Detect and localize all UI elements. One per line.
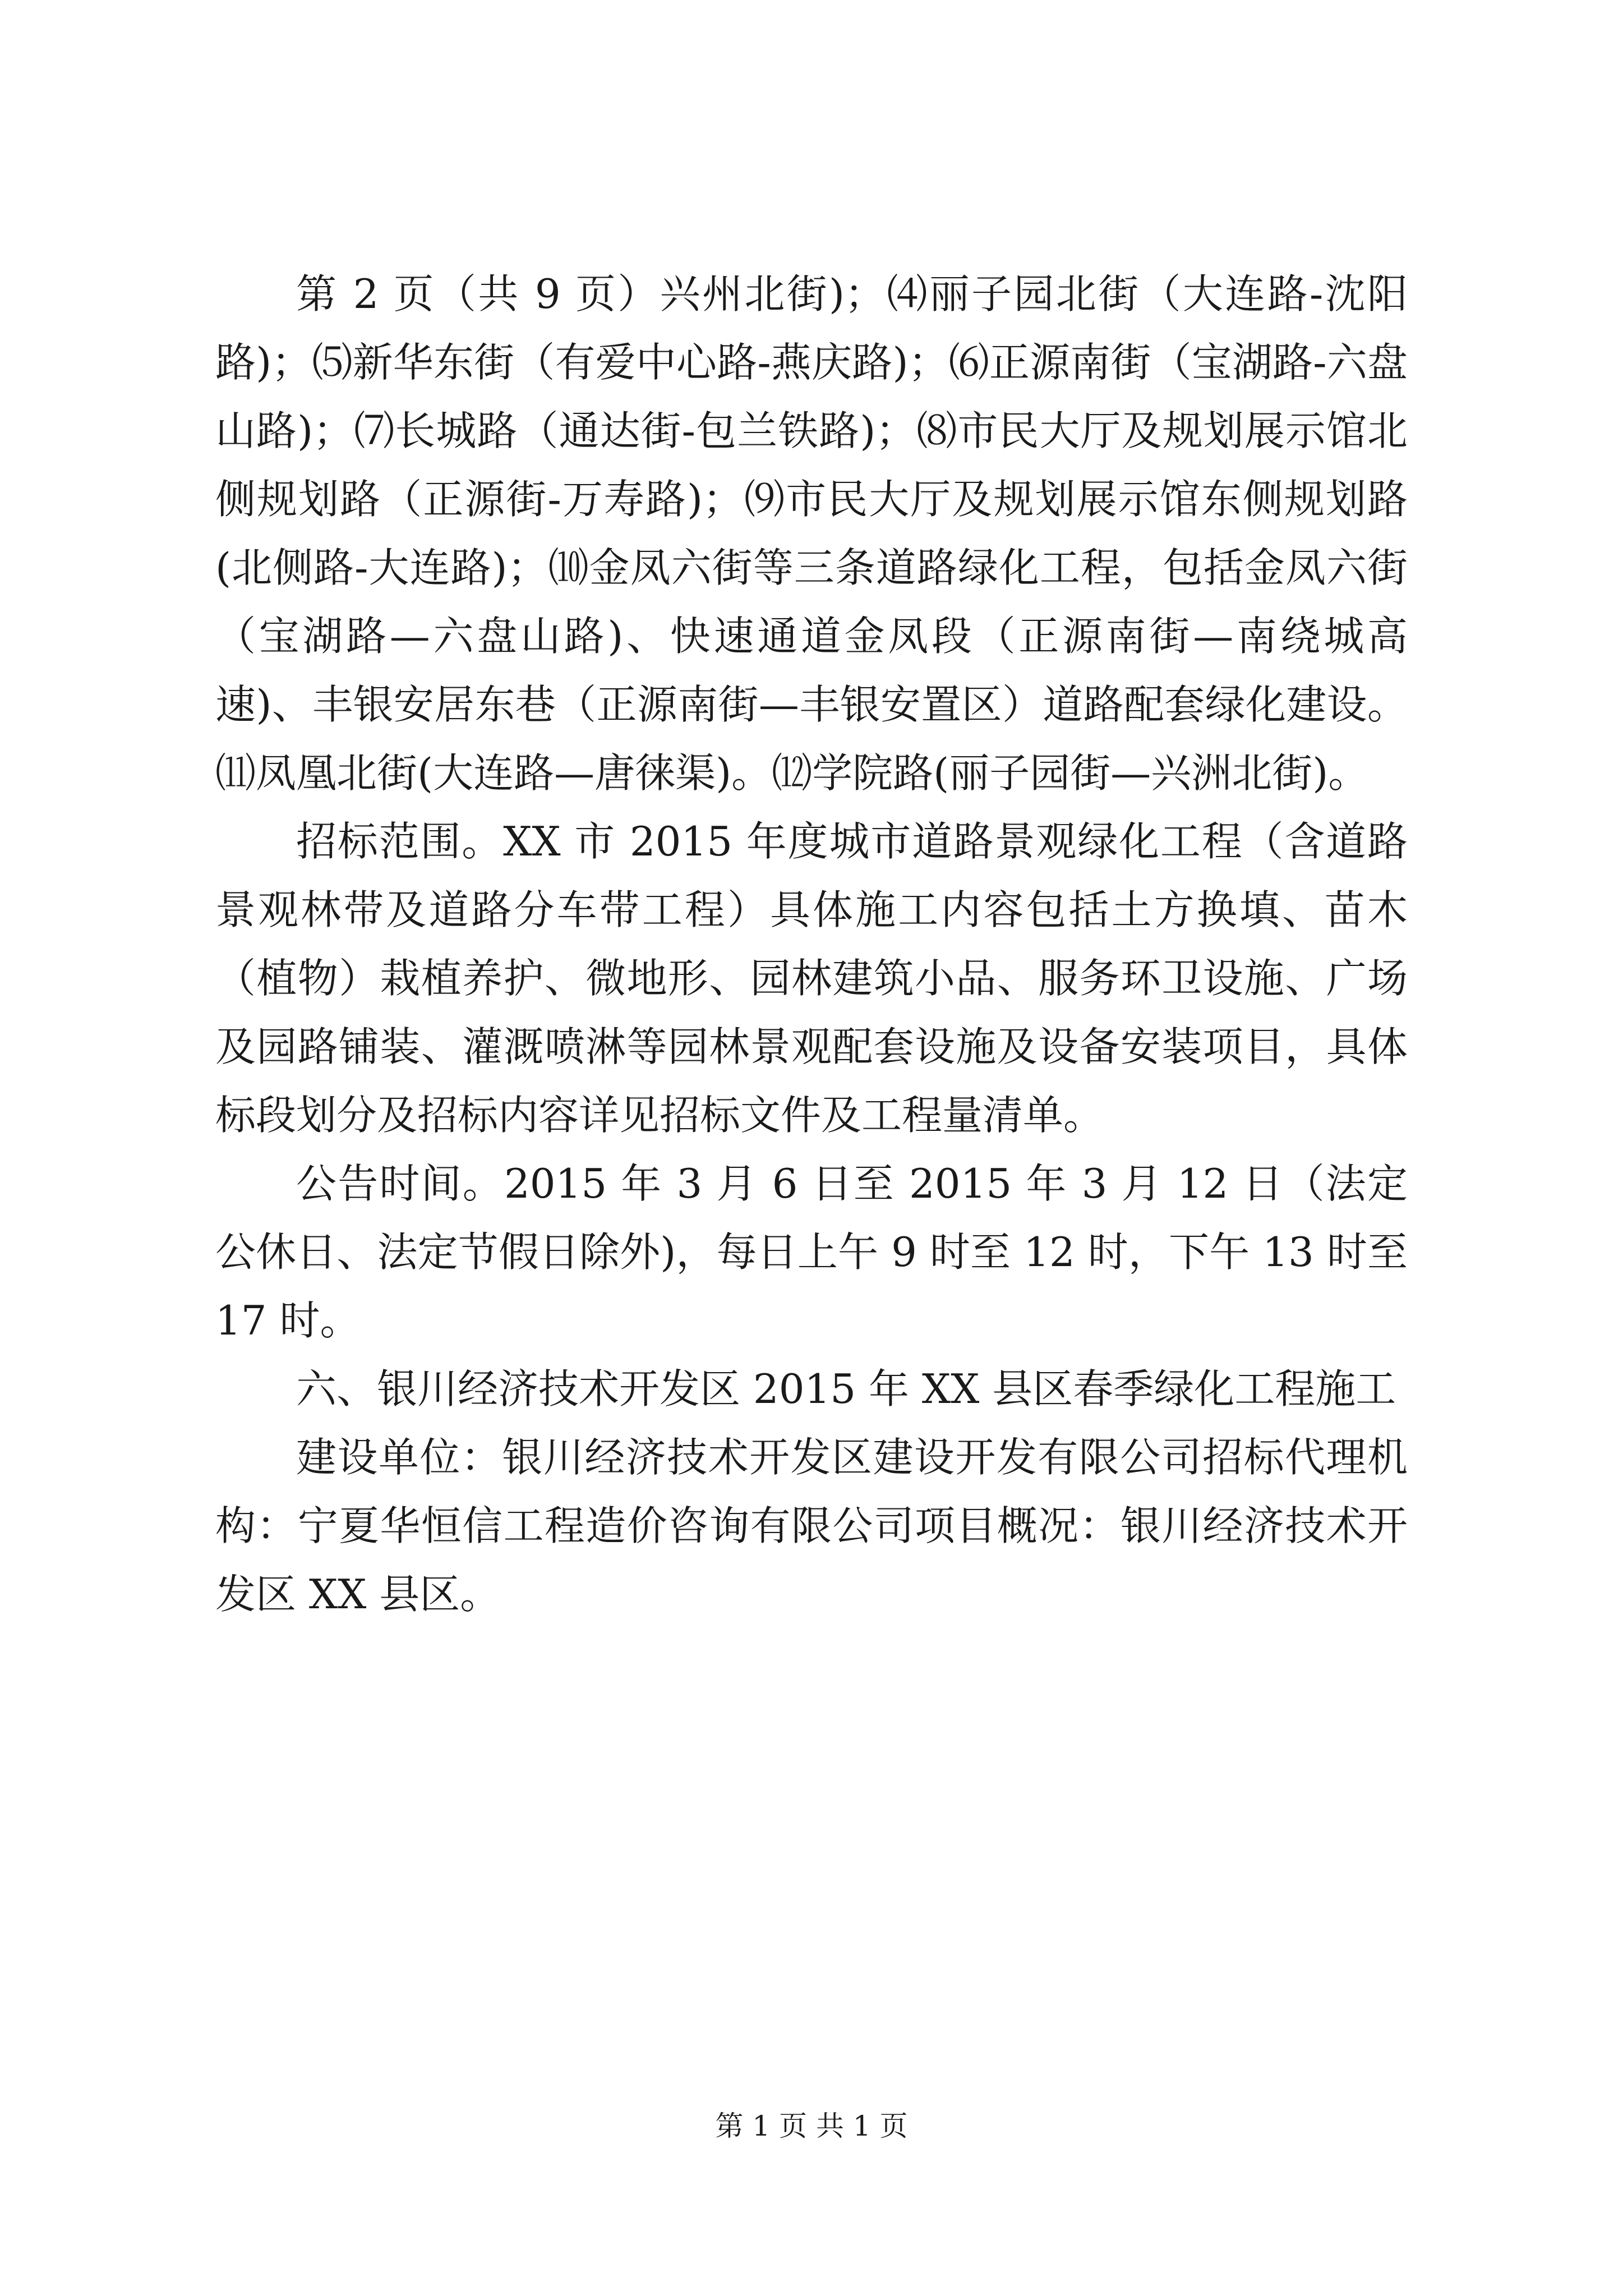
paragraph-bid-scope: 招标范围。XX 市 2015 年度城市道路景观绿化工程（含道路景观林带及道路分车带工程）具体施工内容包括土方换填、苗木（植物）栽植养护、微地形、园林建筑小品、服务环卫设施、广场及园路铺装、灌溉喷淋等园林景观配套设施及设备安装项目，具体标段划分及招标内容详见招标文件及工程量清单。	[215, 818, 1408, 1139]
page-footer: 第 1 页 共 1 页	[715, 2110, 908, 2142]
paragraph-notice-time: 公告时间。2015 年 3 月 6 日至 2015 年 3 月 12 日（法定公休日、法定节假日除外)，每日上午 9 时至 12 时，下午 13 时至 17 时。	[215, 1160, 1408, 1344]
paragraph-road-list: 第 2 页（共 9 页）兴州北街)；⑷丽子园北街（大连路-沈阳路)；⑸新华东街（有爱中心路-燕庆路)；⑹正源南街（宝湖路-六盘山路)；⑺长城路（通达街-包兰铁路)；⑻市民大厅及规划展示馆北侧规划路（正源街-万寿路)；⑼市民大厅及规划展示馆东侧规划路(北侧路-大连路)；⑽金凤六街等三条道路绿化工程，包括金凤六街（宝湖路—六盘山路)、快速通道金凤段（正源南街—南绕城高速)、丰银安居东巷（正源南街—丰银安置区）道路配套绿化建设。⑾凤凰北街(大连路—唐徕渠)。⑿学院路(丽子园街—兴洲北街)。	[215, 270, 1408, 797]
paragraph-construction-unit: 建设单位：银川经济技术开发区建设开发有限公司招标代理机构：宁夏华恒信工程造价咨询有限公司项目概况：银川经济技术开发区 XX 县区。	[215, 1434, 1408, 1618]
section-heading-six: 六、银川经济技术开发区 2015 年 XX 县区春季绿化工程施工	[296, 1365, 1396, 1412]
document-body	[215, 260, 1408, 1628]
